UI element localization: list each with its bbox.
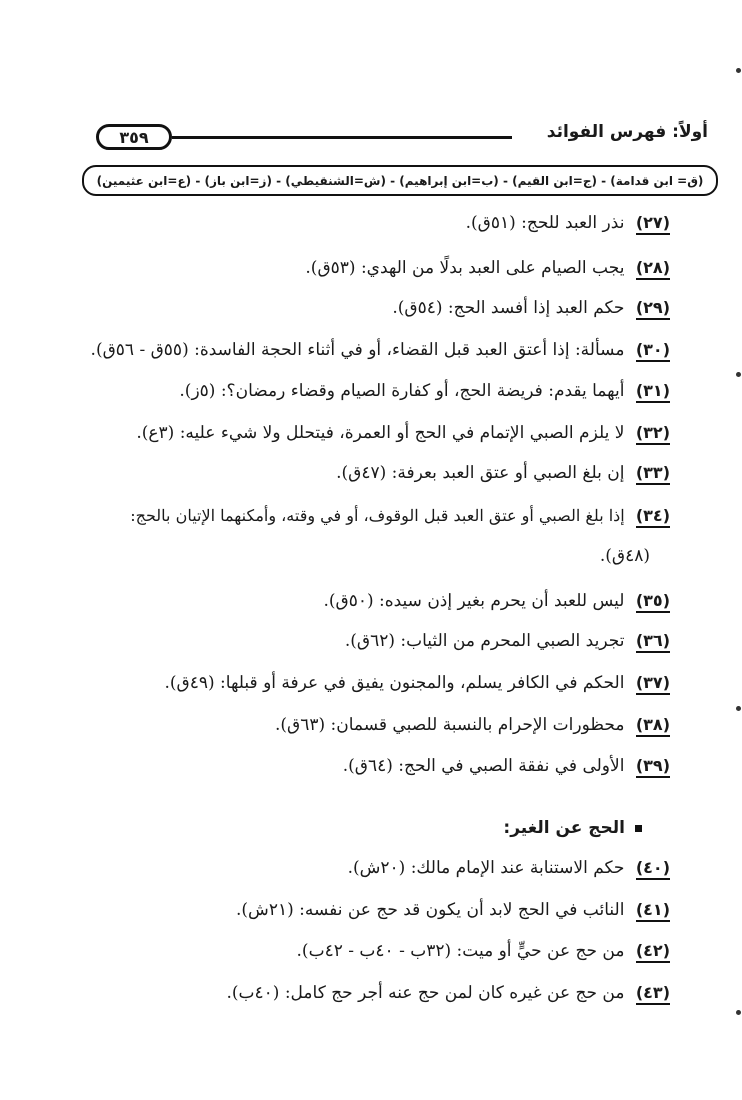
entry-text: تجريد الصبي المحرم من الثياب: (٦٢ق). <box>344 631 625 651</box>
entry-number: (٢٧) <box>636 213 670 235</box>
entry-number: (٢٩) <box>636 298 670 320</box>
entry-text: الأولى في نفقة الصبي في الحج: (٦٤ق). <box>342 756 625 776</box>
page-number-text: ٣٥٩ <box>119 127 149 147</box>
entry-text: يجب الصيام على العبد بدلًا من الهدي: (٥٣ق). <box>305 258 625 278</box>
entry-text: ليس للعبد أن يحرم بغير إذن سيده: (٥٠ق). <box>323 591 625 611</box>
entry-text: من حج عن حيٍّ أو ميت: (٣٢ب - ٤٠ب - ٤٢ب). <box>296 941 625 961</box>
entry-text: مسألة: إذا أعتق العبد قبل القضاء، أو في أثناء الحجة الفاسدة: (٥٥ق - ٥٦ق). <box>90 340 625 360</box>
list-item <box>348 855 670 881</box>
entry-continuation: (٤٨ق). <box>599 546 650 566</box>
margin-dot <box>736 706 741 711</box>
entry-number: (٣٧) <box>636 673 670 695</box>
entry-text: نذر العبد للحج: (٥١ق). <box>465 213 625 233</box>
section-title: أولاً: فهرس الفوائد <box>546 122 708 142</box>
entry-text: أيهما يقدم: فريضة الحج، أو كفارة الصيام وقضاء رمضان؟: (٥ز). <box>179 381 625 401</box>
entry-number: (٢٨) <box>636 258 670 280</box>
entry-text: النائب في الحج لابد أن يكون قد حج عن نفسه: (٢١ش). <box>236 900 625 920</box>
entry-number: (٣٩) <box>636 756 670 778</box>
entry-number: (٣٣) <box>636 463 670 485</box>
entry-number: (٤٠) <box>636 858 670 880</box>
entry-number: (٤١) <box>636 900 670 922</box>
margin-dot <box>736 68 741 73</box>
entry-text: إذا بلغ الصبي أو عتق العبد قبل الوقوف، أو في وقته، وأمكنهما الإتيان بالحج: <box>130 506 625 525</box>
entry-number: (٤٣) <box>636 983 670 1005</box>
entry-text: لا يلزم الصبي الإتمام في الحج أو العمرة، فيتحلل ولا شيء عليه: (٣ع). <box>136 423 625 443</box>
subheading-text: الحج عن الغير: <box>503 818 625 838</box>
entry-text: من حج عن غيره كان لمن حج عنه أجر حج كامل: (٤٠ب). <box>226 983 625 1003</box>
entry-number: (٣٦) <box>636 631 670 653</box>
entry-number: (٣٥) <box>636 591 670 613</box>
entry-number: (٣٠) <box>636 340 670 362</box>
entry-number: (٣٤) <box>636 506 670 528</box>
abbreviations-text: (ق= ابن قدامة) - (ج=ابن القيم) - (ب=ابن إبراهيم) - (ش=الشنقيطي) - (ز=ابن باز) - (ع=ابن عثيمين) <box>96 173 704 188</box>
entry-text: حكم الاستنابة عند الإمام مالك: (٢٠ش). <box>347 858 625 878</box>
entry-text: حكم العبد إذا أفسد الحج: (٥٤ق). <box>392 298 625 318</box>
entry-text: محظورات الإحرام بالنسبة للصبي قسمان: (٦٣ق). <box>274 715 625 735</box>
entry-text: إن بلغ الصبي أو عتق العبد بعرفة: (٤٧ق). <box>336 463 625 483</box>
entry-number: (٣٨) <box>636 715 670 737</box>
margin-dot <box>736 1010 741 1015</box>
entry-number: (٣٢) <box>636 423 670 445</box>
entry-number: (٤٢) <box>636 941 670 963</box>
list-item <box>236 897 670 923</box>
entry-number: (٣١) <box>636 381 670 403</box>
list-item <box>297 938 670 964</box>
entry-text: الحكم في الكافر يسلم، والمجنون يفيق في عرفة أو قبلها: (٤٩ق). <box>164 673 625 693</box>
margin-dot <box>736 372 741 377</box>
list-item <box>226 980 670 1006</box>
